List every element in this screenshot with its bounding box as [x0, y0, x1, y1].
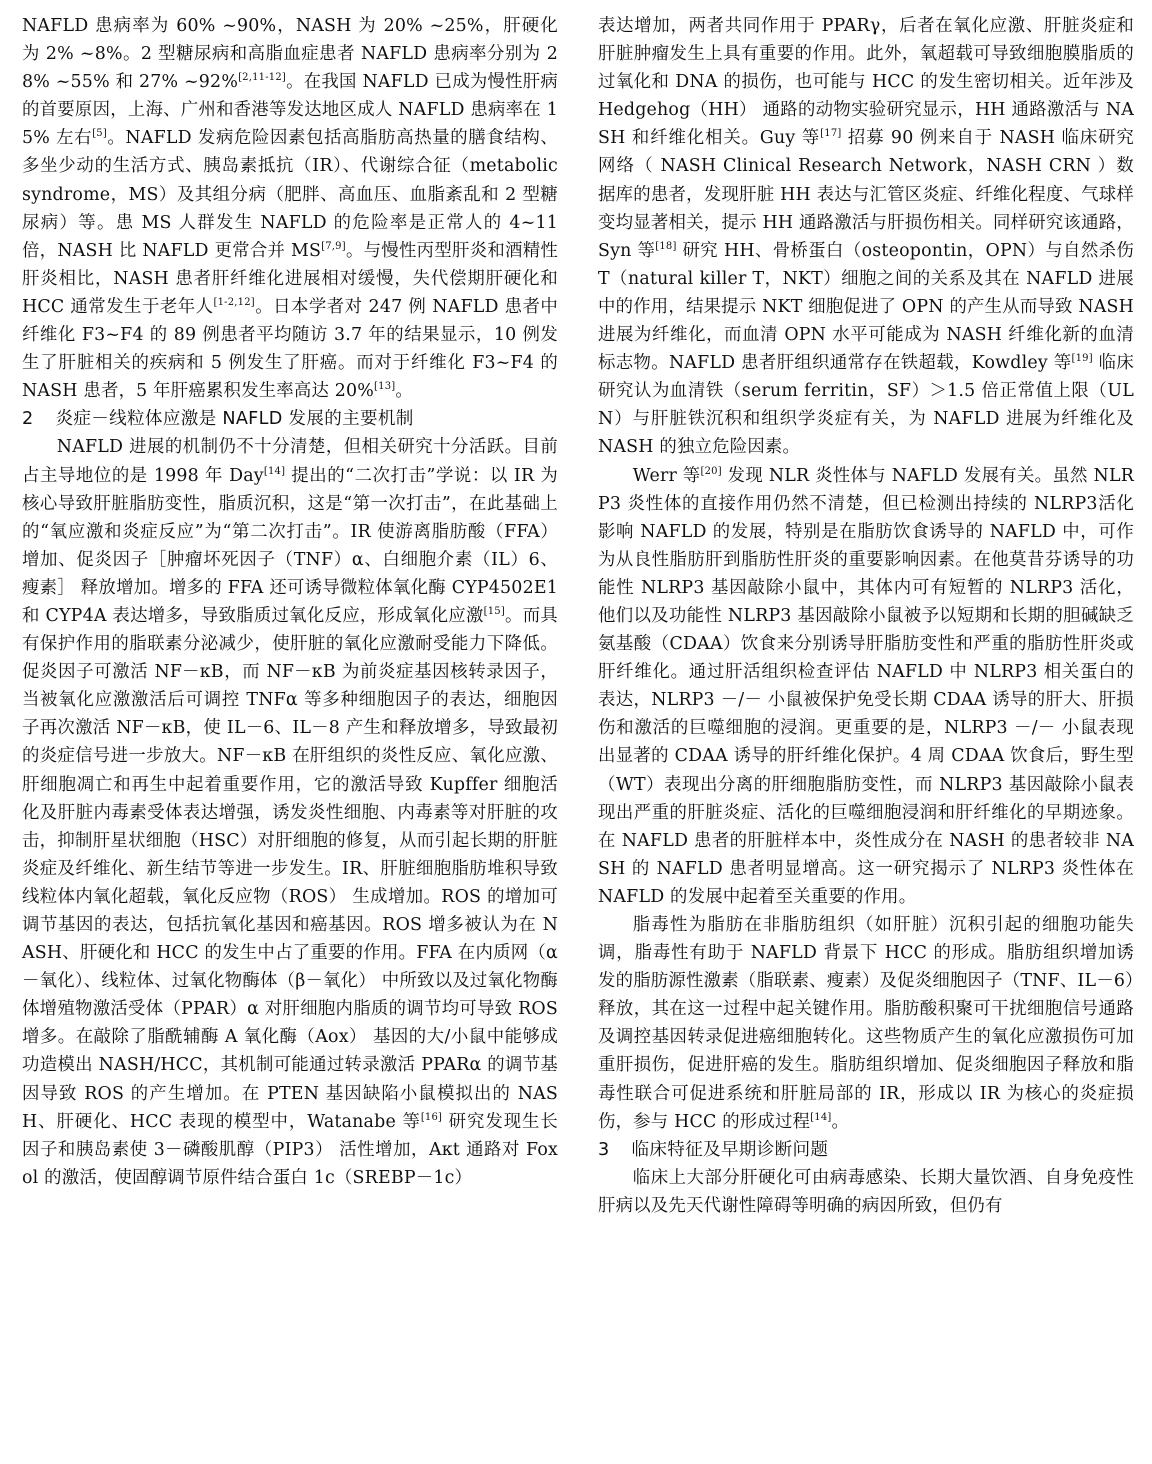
citation: [13]: [374, 381, 396, 393]
paragraph: 表达增加，两者共同作用于 PPARγ，后者在氧化应激、肝脏炎症和肝脏肿瘤发生上具有重要的作用。此外，氧超载可导致细胞膜脂质的过氧化和 DNA 的损伤，也可能与 HCC 的发生密切相关。近年涉及 Hedgehog（HH） 通路的动物实验研究显示，HH 通路激活与 NASH 和纤维化相关。Guy 等[17] 招募 90 例来自于 NASH 临床研究网络（ NASH Clinical Research Network，NASH CRN ）数据库的患者，发现肝脏 HH 表达与汇管区炎症、纤维化程度、气球样变均显著相关，提示 HH 通路激活与肝损伤相关。同样研究该通路，Syn 等[18] 研究 HH、骨桥蛋白（osteopontin，OPN）与自然杀伤 T（natural killer T，NKT）细胞之间的关系及其在 NAFLD 进展中的作用，结果提示 NKT 细胞促进了 OPN 的产生从而导致 NASH 进展为纤维化，而血清 OPN 水平可能成为 NASH 纤维化新的血清标志物。NAFLD 患者肝组织通常存在铁超载，Kowdley 等[19] 临床研究认为血清铁（serum ferritin，SF）＞1.5 倍正常值上限（ULN）与肝脏铁沉积和组织学炎症有关，为 NAFLD 进展为纤维化及 NASH 的独立危险因素。: [598, 16, 1135, 458]
section-number: 2: [22, 409, 34, 430]
paragraph: 脂毒性为脂肪在非脂肪组织（如肝脏）沉积引起的细胞功能失调，脂毒性有助于 NAFLD 背景下 HCC 的形成。脂肪组织增加诱发的脂肪源性激素（脂联素、瘦素）及促炎细胞因子（TNF、IL－6）释放，其在这一过程中起关键作用。脂肪酸积聚可干扰细胞信号通路及调控基因转录促进癌细胞转化。这些物质产生的氧化应激损伤可加重肝损伤，促进肝癌的发生。脂肪组织增加、促炎细胞因子释放和脂毒性联合可促进系统和肝脏局部的 IR，形成以 IR 为核心的炎症损伤，参与 HCC 的形成过程[14]。: [598, 915, 1134, 1132]
citation: [1-2,12]: [213, 296, 255, 308]
section-title: 临床特征及早期诊断问题: [631, 1139, 829, 1160]
citation: [18]: [655, 240, 677, 252]
left-column: [22, 12, 558, 1464]
section-heading: [22, 405, 558, 433]
citation: [2,11-12]: [238, 72, 287, 84]
citation: [20]: [700, 465, 722, 477]
citation: [16]: [420, 1111, 443, 1123]
section-title: 炎症－线粒体应激是 NAFLD 发展的主要机制: [55, 409, 414, 430]
paragraph: Werr 等[20] 发现 NLR 炎性体与 NAFLD 发展有关。虽然 NLRP3 炎性体的直接作用仍然不清楚，但已检测出持续的 NLRP3活化影响 NAFLD 的发展，特别是在脂肪饮食诱导的 NAFLD 中，可作为从良性脂肪肝到脂肪性肝炎的重要影响因素。在他莫昔芬诱导的功能性 NLRP3 基因敲除小鼠中，其体内可有短暂的 NLRP3 活化，他们以及功能性 NLRP3 基因敲除小鼠被予以短期和长期的胆碱缺乏氨基酸（CDAA）饮食来分别诱导肝脂肪变性和严重的脂肪性肝炎或肝纤维化。通过肝活组织检查评估 NAFLD 中 NLRP3 相关蛋白的表达，NLRP3 －/－ 小鼠被保护免受长期 CDAA 诱导的肝大、肝损伤和激活的巨噬细胞的浸润。更重要的是，NLRP3 －/－ 小鼠表现出显著的 CDAA 诱导的肝纤维化保护。4 周 CDAA 饮食后，野生型（WT）表现出分离的肝细胞脂肪变性，而 NLRP3 基因敲除小鼠表现出严重的肝脏炎症、活化的巨噬细胞浸润和肝纤维化的早期迹象。在 NAFLD 患者的肝脏样本中，炎性成分在 NASH 的患者较非 NASH 的 NAFLD 患者明显增高。这一研究揭示了 NLRP3 炎性体在 NAFLD 的发展中起着至关重要的作用。: [598, 465, 1134, 907]
citation: [15]: [483, 605, 505, 617]
paragraph: NAFLD 进展的机制仍不十分清楚，但相关研究十分活跃。目前占主导地位的是 1998 年 Day[14] 提出的“二次打击”学说：以 IR 为核心导致肝脏脂肪变性，脂质沉积，这是“第一次打击”，在此基础上的“氧应激和炎症反应”为“第二次打击”。IR 使游离脂肪酸（FFA） 增加、促炎因子［肿瘤坏死因子（TNF）α、白细胞介素（IL）6、瘦素］ 释放增加。增多的 FFA 还可诱导微粒体氧化酶 CYP4502E1 和 CYP4A 表达增多，导致脂质过氧化反应，形成氧化应激[15]。而具有保护作用的脂联素分泌减少，使肝脏的氧化应激耐受能力下降低。促炎因子可激活 NF－κB，而 NF－κB 为前炎症基因核转录因子，当被氧化应激激活后可调控 TNFα 等多种细胞因子的表达，细胞因子再次激活 NF－κB，使 IL－6、IL－8 产生和释放增多，导致最初的炎症信号进一步放大。NF－κB 在肝组织的炎性反应、氧化应激、肝细胞凋亡和再生中起着重要作用，它的激活导致 Kupffer 细胞活化及肝脏内毒素受体表达增强，诱发炎性细胞、内毒素等对肝脏的攻击，抑制肝星状细胞（HSC）对肝细胞的修复，从而引起长期的肝脏炎症及纤维化、新生结节等进一步发生。IR、肝脏细胞脂肪堆积导致线粒体内氧化超载，氧化反应物（ROS） 生成增加。ROS 的增加可调节基因的表达，包括抗氧化基因和癌基因。ROS 增多被认为在 NASH、肝硬化和 HCC 的发生中占了重要的作用。FFA 在内质网（α－氧化）、线粒体、过氧化物酶体（β－氧化） 中所致以及过氧化物酶体增殖物激活受体（PPAR）α 对肝细胞内脂质的调节均可导致 ROS 增多。在敲除了脂酰辅酶 A 氧化酶（Aox） 基因的大/小鼠中能够成功造模出 NASH/HCC，其机制可能通过转录激活 PPARα 的调节基因导致 ROS 的产生增加。在 PTEN 基因缺陷小鼠模拟出的 NASH、肝硬化、HCC 表现的模型中，Watanabe 等[16] 研究发现生长因子和胰岛素使 3－磷酸肌醇（PIP3） 活性增加，Aκt 通路对 Foxol 的激活，使固醇调节原件结合蛋白 1c（SREBP－1c）: [22, 437, 559, 1188]
paragraph: NAFLD 患病率为 60% ~90%，NASH 为 20% ~25%，肝硬化为 2% ~8%。2 型糖尿病和高脂血症患者 NAFLD 患病率分别为 28% ~55% 和 27% ~92%[2,11-12]。在我国 NAFLD 已成为慢性肝病的首要原因，上海、广州和香港等发达地区成人 NAFLD 患病率在 15% 左右[5]。NAFLD 发病危险因素包括高脂肪高热量的膳食结构、多坐少动的生活方式、胰岛素抵抗（IR）、代谢综合征（metabolic syndrome，MS）及其组分病（肥胖、高血压、血脂紊乱和 2 型糖尿病）等。患 MS 人群发生 NAFLD 的危险率是正常人的 4~11 倍，NASH 比 NAFLD 更常合并 MS[7,9]。与慢性丙型肝炎和酒精性肝炎相比，NASH 患者肝纤维化进展相对缓慢，失代偿期肝硬化和 HCC 通常发生于老年人[1-2,12]。日本学者对 247 例 NAFLD 患者中纤维化 F3~F4 的 89 例患者平均随访 3.7 年的结果显示，10 例发生了肝脏相关的疾病和 5 例发生了肝癌。而对于纤维化 F3~F4 的 NASH 患者，5 年肝癌累积发生率高达 20%[13]。: [22, 16, 559, 402]
citation: [19]: [1071, 353, 1093, 365]
section-number: 3: [598, 1139, 610, 1160]
section-heading: [598, 1136, 1134, 1164]
citation: [17]: [820, 128, 842, 140]
right-column: [598, 12, 1134, 1464]
paragraph: 临床上大部分肝硬化可由病毒感染、长期大量饮酒、自身免疫性肝病以及先天代谢性障碍等明确的病因所致，但仍有: [598, 1167, 1134, 1216]
citation: [14]: [263, 465, 286, 477]
citation: [14]: [810, 1111, 832, 1123]
citation: [7,9]: [321, 240, 346, 252]
citation: [5]: [92, 128, 107, 140]
